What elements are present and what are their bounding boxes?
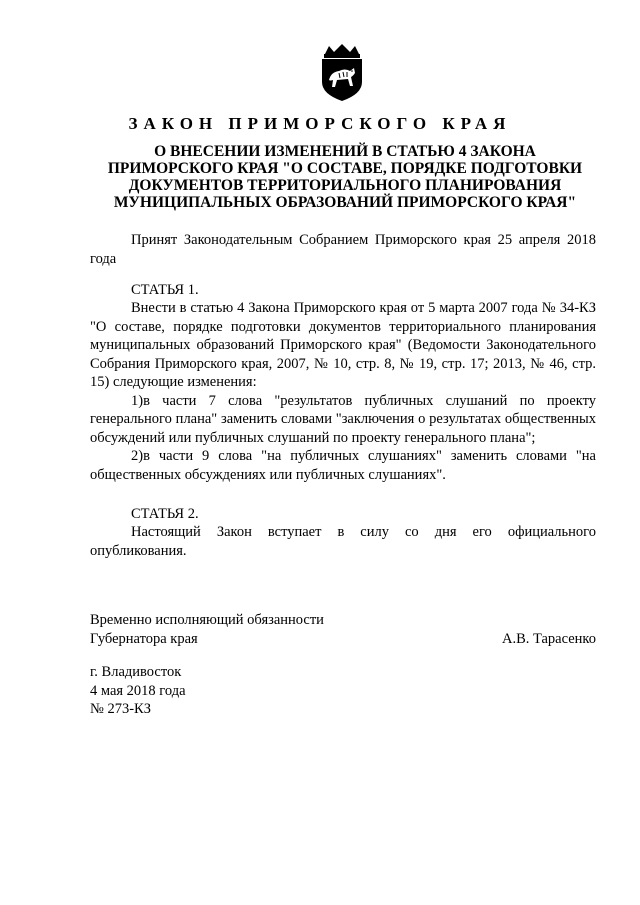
footer-city: г. Владивосток [90, 664, 182, 680]
article-2-body [90, 523, 596, 560]
signatory-name: А.В. Тарасенко [501, 631, 596, 647]
article-1-item-2: 2)в части 9 слова "на публичных слушаниях" заменить словами "на общественных обсуждениях или публичных слушаниях". [90, 448, 596, 483]
document-footer [90, 663, 186, 719]
subtitle-line: ДОКУМЕНТОВ ТЕРРИТОРИАЛЬНОГО ПЛАНИРОВАНИЯ [128, 177, 562, 194]
signature-block [90, 611, 596, 649]
article-1-intro: Внести в статью 4 Закона Приморского края от 5 марта 2007 года № 34-КЗ "О составе, порядке подготовки документов территориального планирования муниципальных образований Приморского края" (Ведомости Законодательного Собрания Приморского края, 2007, № 10, стр. 8, № 19, стр. 17; 2013, № 46, стр. 15) следующие изменения: [90, 300, 596, 390]
subtitle-line: МУНИЦИПАЛЬНЫХ ОБРАЗОВАНИЙ ПРИМОРСКОГО КРАЯ" [113, 194, 577, 211]
law-title: ЗАКОН ПРИМОРСКОГО КРАЯ [128, 114, 512, 133]
article-1-body [90, 299, 596, 484]
signatory-position-line-2: Губернатора края [90, 631, 198, 647]
adoption-text: Принят Законодательным Собранием Приморского края 25 апреля 2018 года [90, 232, 596, 267]
subtitle-line: ПРИМОРСКОГО КРАЯ "О СОСТАВЕ, ПОРЯДКЕ ПОДГОТОВКИ [107, 160, 583, 177]
article-2-heading: СТАТЬЯ 2. [131, 506, 199, 522]
signatory-position-line-1: Временно исполняющий обязанности [90, 612, 324, 628]
signature-row [90, 630, 596, 649]
footer-number: № 273-КЗ [90, 701, 151, 717]
subtitle-line: О ВНЕСЕНИИ ИЗМЕНЕНИЙ В СТАТЬЮ 4 ЗАКОНА [154, 143, 536, 160]
footer-date: 4 мая 2018 года [90, 682, 186, 699]
adoption-note [90, 231, 596, 268]
primorsky-krai-coat-of-arms-icon [317, 44, 367, 102]
article-1-heading: СТАТЬЯ 1. [131, 282, 199, 298]
article-1-item-1: 1)в части 7 слова "результатов публичных слушаний по проекту генерального плана" заменить словами "заключения о результатах общественных обсуждений или публичных слушаний по проекту генерального плана"; [90, 392, 596, 446]
article-2-text: Настоящий Закон вступает в силу со дня его официального опубликования. [90, 524, 596, 559]
law-subtitle [90, 143, 600, 211]
